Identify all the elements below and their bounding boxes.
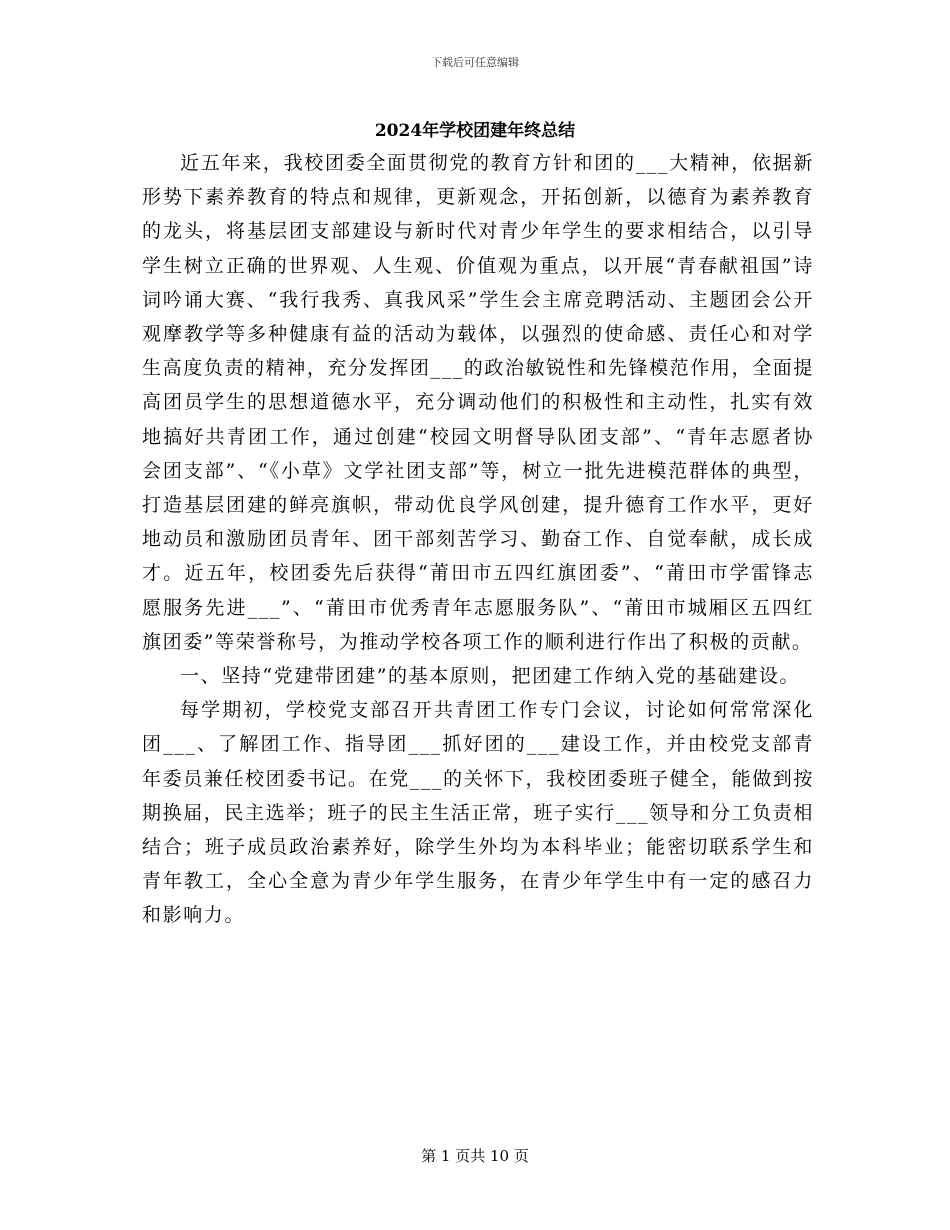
paragraph-section-body: 每学期初，学校党支部召开共青团工作专门会议，讨论如何常常深化团___、了解团工作、指导团___抓好团的___建设工作，并由校党支部青年委员兼任校团委书记。在党___的关怀下，我校团委班子健全，能做到按期换届，民主选举；班子的民主生活正常，班子实行___领导和分工负责相结合；班子成员政治素养好，除学生外均为本科毕业；能密切联系学生和青年教工，全心全意为青少年学生服务，在青少年学生中有一定的感召力和影响力。 <box>142 699 814 927</box>
paragraph-section-heading: 一、坚持“党建带团建”的基本原则，把团建工作纳入党的基础建设。 <box>180 665 801 688</box>
document-body <box>142 146 814 933</box>
header-note: 下载后可任意编辑 <box>431 56 519 69</box>
paragraph-intro: 近五年来，我校团委全面贯彻党的教育方针和团的___大精神，依据新形势下素养教育的特点和规律，更新观念，开拓创新，以德育为素养教育的龙头，将基层团支部建设与新时代对青少年学生的要求相结合，以引导学生树立正确的世界观、人生观、价值观为重点，以开展“青春献祖国”诗词吟诵大赛、“我行我秀、真我风采”学生会主席竞聘活动、主题团会公开观摩教学等多种健康有益的活动为载体，以强烈的使命感、责任心和对学生高度负责的精神，充分发挥团___的政治敏锐性和先锋模范作用，全面提高团员学生的思想道德水平，充分调动他们的积极性和主动性，扎实有效地搞好共青团工作，通过创建“校园文明督导队团支部”、“青年志愿者协会团支部”、“《小草》文学社团支部”等，树立一批先进模范群体的典型，打造基层团建的鲜亮旗帜，带动优良学风创建，提升德育工作水平，更好地动员和激励团员青年、团干部刻苦学习、勤奋工作、自觉奉献，成长成才。近五年，校团委先后获得“莆田市五四红旗团委”、“莆田市学雷锋志愿服务先进___”、“莆田市优秀青年志愿服务队”、“莆田市城厢区五四红旗团委”等荣誉称号，为推动学校各项工作的顺利进行作出了积极的贡献。 <box>142 152 814 653</box>
page-number: 第 1 页共 10 页 <box>421 1147 529 1165</box>
document-title: 2024年学校团建年终总结 <box>374 121 576 141</box>
